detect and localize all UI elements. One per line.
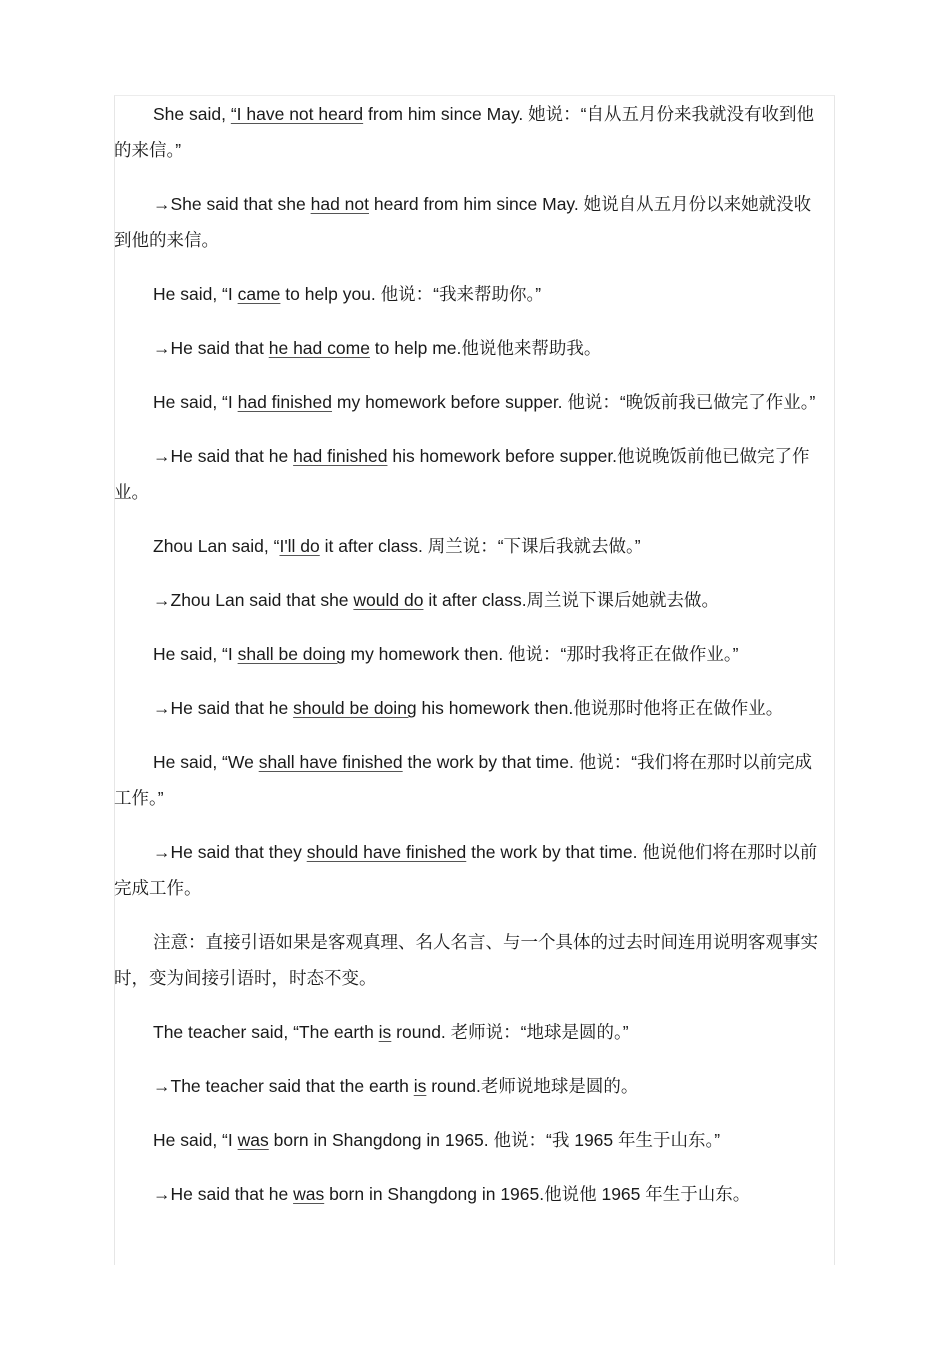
- text: →He said that he: [153, 698, 294, 718]
- paragraph-10: [114, 690, 824, 726]
- text: He said, “I: [153, 1130, 238, 1150]
- text: the work by that time. 他说他们将在那时以前完成工作。: [114, 842, 818, 898]
- underlined-verb: should be doing: [293, 698, 417, 718]
- underlined-verb: shall have finished: [258, 752, 403, 772]
- text: it after class.周兰说下课后她就去做。: [423, 590, 720, 610]
- text: →He said that he: [153, 446, 294, 466]
- text: He said, “I: [153, 392, 238, 412]
- text: round.老师说地球是圆的。: [426, 1076, 639, 1096]
- underlined-verb: “I have not heard: [230, 104, 364, 124]
- paragraph-15: [114, 1068, 824, 1104]
- paragraph-12: [114, 834, 824, 906]
- text: →The teacher said that the earth: [153, 1076, 414, 1096]
- text: Zhou Lan said, “: [153, 536, 280, 556]
- text: heard from him since May. 她说自从五月份以来她就没收到他的来信。: [114, 194, 812, 250]
- paragraph-8: [114, 582, 824, 618]
- text: his homework before supper.他说晚饭前他已做完了作业。: [114, 446, 810, 502]
- underlined-verb: had finished: [293, 446, 388, 466]
- paragraph-9: [114, 636, 824, 672]
- text: He said, “I: [153, 644, 238, 664]
- underlined-verb: is: [378, 1022, 392, 1042]
- text: →He said that they: [153, 842, 307, 862]
- paragraph-7: [114, 528, 824, 564]
- paragraph-1: [114, 96, 824, 168]
- text: →He said that he: [153, 1184, 294, 1204]
- paragraph-5: [114, 384, 824, 420]
- paragraph-4: [114, 330, 824, 366]
- underlined-verb: was: [237, 1130, 269, 1150]
- text: born in Shangdong in 1965. 他说：“我 1965 年生于山东。”: [268, 1130, 721, 1150]
- text: →Zhou Lan said that she: [153, 590, 354, 610]
- text: his homework then.他说那时他将正在做作业。: [416, 698, 784, 718]
- note-paragraph: [114, 924, 824, 996]
- underlined-verb: was: [293, 1184, 325, 1204]
- text: from him since May. 她说：“自从五月份来我就没有收到他的来信。”: [114, 104, 814, 160]
- text: The teacher said, “The earth: [153, 1022, 379, 1042]
- text: the work by that time. 他说：“我们将在那时以前完成工作。”: [114, 752, 813, 808]
- paragraph-16: [114, 1122, 824, 1158]
- paragraph-3: [114, 276, 824, 312]
- text: to help you. 他说：“我来帮助你。”: [280, 284, 542, 304]
- paragraph-11: [114, 744, 824, 816]
- text: born in Shangdong in 1965.他说他 1965 年生于山东。: [324, 1184, 751, 1204]
- text: my homework before supper. 他说：“晚饭前我已做完了作业。”: [332, 392, 816, 412]
- underlined-verb: should have finished: [306, 842, 467, 862]
- text: round. 老师说：“地球是圆的。”: [391, 1022, 629, 1042]
- text: to help me.他说他来帮助我。: [369, 338, 602, 358]
- paragraph-14: [114, 1014, 824, 1050]
- text: my homework then. 他说：“那时我将正在做作业。”: [345, 644, 739, 664]
- underlined-verb: had finished: [237, 392, 333, 412]
- text: →She said that she: [153, 194, 311, 214]
- underlined-verb: came: [237, 284, 281, 304]
- text: it after class. 周兰说：“下课后我就去做。”: [319, 536, 641, 556]
- text: He said, “We: [153, 752, 259, 772]
- underlined-verb: shall be doing: [237, 644, 346, 664]
- underlined-verb: I'll do: [279, 536, 320, 556]
- text: →He said that: [153, 338, 269, 358]
- underlined-verb: had not: [310, 194, 369, 214]
- underlined-verb: he had come: [268, 338, 370, 358]
- text: She said,: [153, 104, 231, 124]
- underlined-verb: would do: [353, 590, 424, 610]
- paragraph-17: [114, 1176, 824, 1212]
- underlined-verb: is: [413, 1076, 427, 1096]
- paragraph-2: [114, 186, 824, 258]
- paragraph-6: [114, 438, 824, 510]
- document-body: [114, 96, 824, 1230]
- text: He said, “I: [153, 284, 238, 304]
- text: 注意：直接引语如果是客观真理、名人名言、与一个具体的过去时间连用说明客观事实时，变为间接引语时，时态不变。: [114, 932, 818, 988]
